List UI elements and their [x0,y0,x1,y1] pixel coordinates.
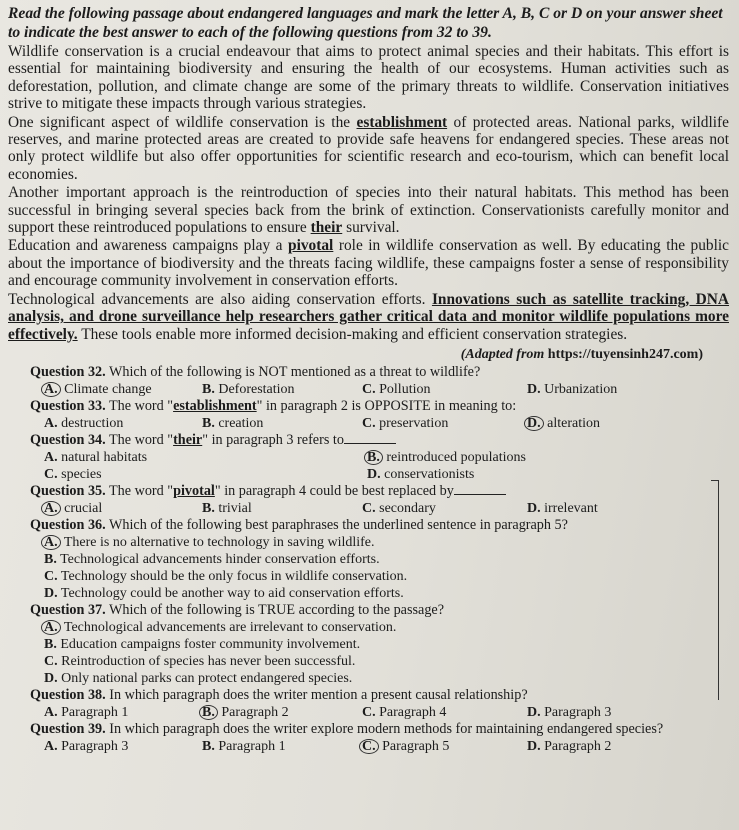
question-33: Question 33. The word "establishment" in paragraph 2 is OPPOSITE in meaning to: A. destruction B. creation C. preservation D. alteration [30,398,679,432]
options [30,704,679,721]
option-c[interactable]: C. Paragraph 5 [362,738,527,755]
reading-passage [8,43,729,343]
option-d[interactable]: D. alteration [527,415,679,432]
question-34: Question 34. The word "their" in paragraph 3 refers to A. natural habitats B. reintroduced populations C. species D. conservationists [30,432,679,483]
option-a[interactable]: A. Paragraph 3 [44,738,129,754]
options [30,619,679,687]
option-c[interactable]: C. species [44,466,102,482]
option-c[interactable]: C. secondary [362,500,436,516]
underlined-sentence: Innovations such as satellite tracking, DNA analysis, and drone surveillance help researchers gather critical data and monitor wildlife populations more effectively. [8,290,730,343]
question-number: Question 32. [30,363,106,380]
option-b[interactable]: B. Deforestation [202,381,295,397]
paragraph-3: Another important approach is the reintroduction of species into their natural habitats. This method has been successful in bringing several species back from the brink of extinction. Conservationists carefully monitor and support these reintroduced populations to ensure their survival. [8,184,729,237]
question-32 [30,364,679,398]
option-a[interactable]: A. Technological advancements are irrelevant to conservation. [30,619,679,636]
options [30,534,679,602]
option-b[interactable]: B. Technological advancements hinder conservation efforts. [44,551,380,567]
question-number: Question 36. [30,516,106,533]
source-citation: (Adapted from https://tuyensinh247.com) [460,346,703,362]
question-number: Question 39. [30,720,106,737]
paragraph-1: Wildlife conservation is a crucial endeavour that aims to protect animal species and their habitats. This effort is essential for maintaining biodiversity and ensuring the health of our ecosystems. Human activities such as deforestation, pollution, and climate change are some of the primary threats to wildlife. Conservation initiatives strive to mitigate these impacts through various strategies. [8,43,729,113]
option-a[interactable]: A. Paragraph 1 [44,704,129,720]
option-d[interactable]: D. conservationists [367,466,475,482]
options [30,381,679,398]
option-c[interactable]: C. Paragraph 4 [362,704,447,720]
paragraph-5: Technological advancements are also aiding conservation efforts. Innovations such as satellite tracking, DNA analysis, and drone surveillance help researchers gather critical data and monitor wildlife populations more effectively. These tools enable more informed decision-making and efficient conservation strategies. [8,290,730,343]
option-d[interactable]: D. Paragraph 2 [527,738,612,754]
option-d[interactable]: D. Technology could be another way to aid conservation efforts. [44,585,404,601]
option-a[interactable]: A. Climate change [44,381,202,398]
option-c[interactable]: C. preservation [362,415,449,431]
question-37: Question 37. Which of the following is TRUE according to the passage? A. Technological advancements are irrelevant to conservation. B. Education campaigns foster community involvement. C. Reintroduction of species has never been successful. D. Only national parks can protect endangered species. [30,602,679,687]
question-number: Question 33. [30,397,106,414]
options [30,500,679,517]
paragraph-4: Education and awareness campaigns play a pivotal role in wildlife conservation as well. By educating the public about the importance of biodiversity and the threats facing wildlife, these campaigns foster a sense of responsibility and encourage community involvement in conservation efforts. [8,237,729,290]
option-a[interactable]: A. natural habitats [44,449,148,465]
option-b[interactable]: B. trivial [202,500,252,516]
keyword-establishment: establishment [356,113,448,131]
instruction-text: Read the following passage about endangered languages and mark the letter A, B, C or D on your answer sheet to indicate the best answer to each of the following questions from 32 to 39. [8,5,723,41]
question-number: Question 34. [30,431,106,448]
question-36: Question 36. Which of the following best paraphrases the underlined sentence in paragraph 5? A. There is no alternative to technology in saving wildlife. B. Technological advancements hinder conservation efforts. C. Technology should be the only focus in wildlife conservation. D. Technology could be another way to aid conservation efforts. [30,517,679,602]
options [30,449,679,483]
options [30,738,679,755]
question-text: Which of the following is NOT mentioned as a threat to wildlife? [105,363,481,380]
question-35: Question 35. The word "pivotal" in paragraph 4 could be best replaced by A. crucial B. trivial C. secondary D. irrelevant [30,483,679,517]
option-c[interactable]: C. Pollution [362,381,431,397]
option-d[interactable]: D. Urbanization [527,381,618,397]
option-b[interactable]: B. reintroduced populations [367,449,679,466]
question-38: Question 38. In which paragraph does the writer mention a present causal relationship? A. Paragraph 1 B. Paragraph 2 C. Paragraph 4 D. Paragraph 3 [30,687,679,721]
keyword-pivotal: pivotal [288,237,334,255]
questions-section [30,364,679,755]
answer-blank [454,483,506,495]
option-d[interactable]: D. Only national parks can protect endangered species. [44,670,353,686]
option-a[interactable]: A. destruction [44,415,124,431]
option-a[interactable]: A. There is no alternative to technology in saving wildlife. [30,534,679,551]
option-c[interactable]: C. Technology should be the only focus in wildlife conservation. [44,568,408,584]
question-number: Question 37. [30,601,106,618]
keyword-their: their [310,219,343,237]
answer-blank [344,432,396,444]
question-number: Question 35. [30,482,106,499]
option-d[interactable]: D. irrelevant [527,500,598,516]
option-b[interactable]: B. Paragraph 2 [202,704,362,721]
option-d[interactable]: D. Paragraph 3 [527,704,612,720]
option-b[interactable]: B. Education campaigns foster community involvement. [44,636,361,652]
option-a[interactable]: A. crucial [44,500,202,517]
margin-bracket-line [718,480,719,700]
option-c[interactable]: C. Reintroduction of species has never been successful. [44,653,356,669]
question-number: Question 38. [30,686,106,703]
option-b[interactable]: B. creation [202,415,264,431]
paragraph-2: One significant aspect of wildlife conservation is the establishment of protected areas. National parks, wildlife reserves, and marine protected areas are created to provide safe heavens for endangered species. These areas not only protect wildlife but also offer opportunities for scientific research and eco-tourism, which can benefit local economies. [8,113,729,183]
question-39: Question 39. In which paragraph does the writer explore modern methods for maintaining endangered species? A. Paragraph 3 B. Paragraph 1 C. Paragraph 5 D. Paragraph 2 [30,721,679,755]
option-b[interactable]: B. Paragraph 1 [202,738,286,754]
options [30,415,679,432]
